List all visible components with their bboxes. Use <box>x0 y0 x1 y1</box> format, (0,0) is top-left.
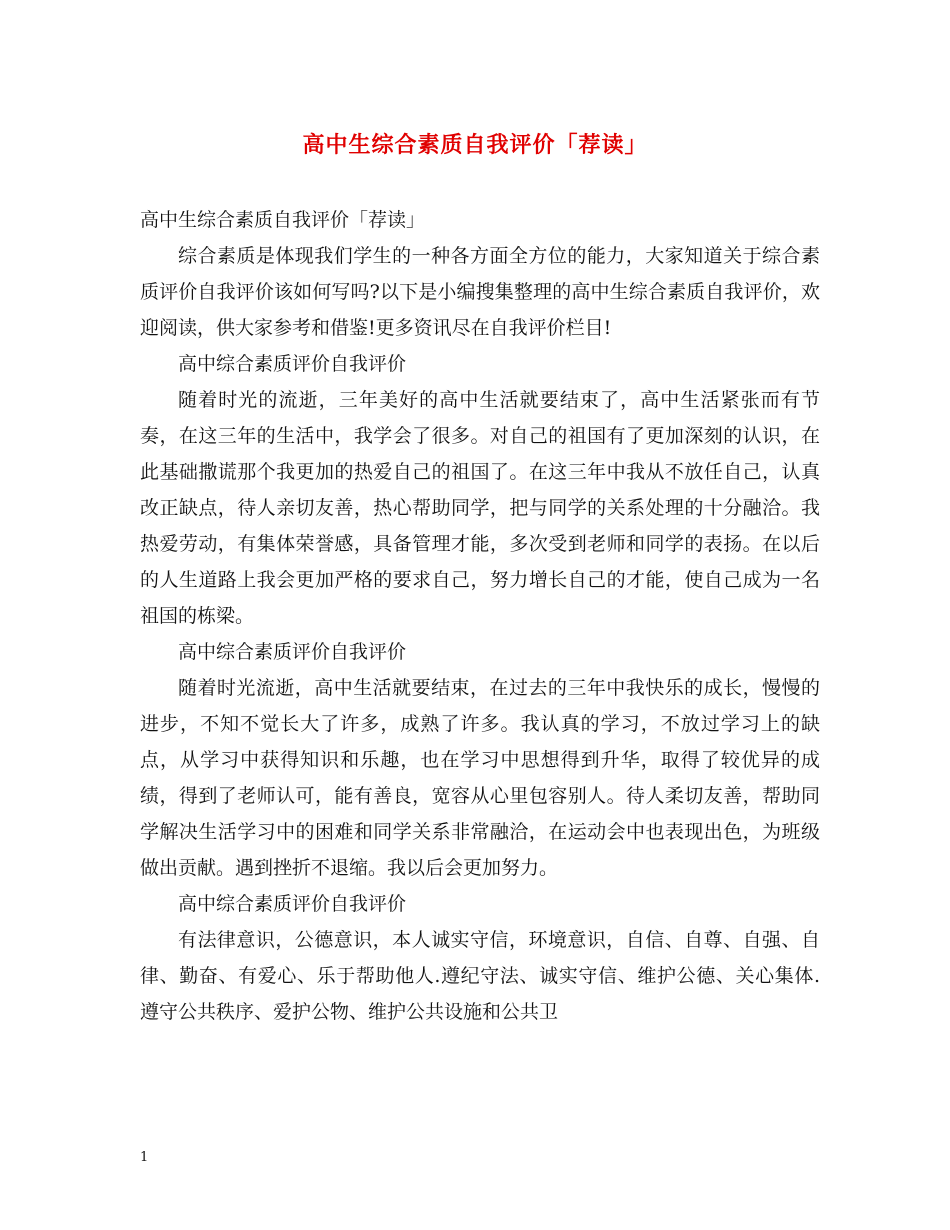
paragraph: 随着时光的流逝，三年美好的高中生活就要结束了，高中生活紧张而有节奏，在这三年的生活中，我学会了很多。对自己的祖国有了更加深刻的认识，在此基础撒谎那个我更加的热爱自己的祖国了。在这三年中我从不放任自己，认真改正缺点，待人亲切友善，热心帮助同学，把与同学的关系处理的十分融洽。我热爱劳动，有集体荣誉感，具备管理才能，多次受到老师和同学的表扬。在以后的人生道路上我会更加严格的要求自己，努力增长自己的才能，使自己成为一名祖国的栋梁。 <box>140 389 820 627</box>
document-title: 高中生综合素质自我评价「荐读」 <box>302 132 648 158</box>
document-body <box>140 202 820 1030</box>
paragraph: 高中综合素质评价自我评价 <box>178 893 407 915</box>
paragraph: 随着时光流逝，高中生活就要结束，在过去的三年中我快乐的成长，慢慢的进步，不知不觉长大了许多，成熟了许多。我认真的学习，不放过学习上的缺点，从学习中获得知识和乐趣，也在学习中思想得到升华，取得了较优异的成绩，得到了老师认可，能有善良，宽容从心里包容别人。待人柔切友善，帮助同学解决生活学习中的困难和同学关系非常融洽，在运动会中也表现出色，为班级做出贡献。遇到挫折不退缩。我以后会更加努力。 <box>140 677 820 879</box>
paragraph: 高中生综合素质自我评价「荐读」 <box>140 209 426 231</box>
paragraph: 有法律意识，公德意识，本人诚实守信，环境意识，自信、自尊、自强、自律、勤奋、有爱心、乐于帮助他人.遵纪守法、诚实守信、维护公德、关心集体. 遵守公共秩序、爱护公物、维护公共设施和公共卫 <box>140 929 820 1023</box>
paragraph: 综合素质是体现我们学生的一种各方面全方位的能力，大家知道关于综合素质评价自我评价该如何写吗?以下是小编搜集整理的高中生综合素质自我评价，欢迎阅读，供大家参考和借鉴!更多资讯尽在自我评价栏目! <box>140 245 820 339</box>
paragraph: 高中综合素质评价自我评价 <box>178 641 407 663</box>
paragraph: 高中综合素质评价自我评价 <box>178 353 407 375</box>
page-number: 1 <box>140 1150 149 1165</box>
